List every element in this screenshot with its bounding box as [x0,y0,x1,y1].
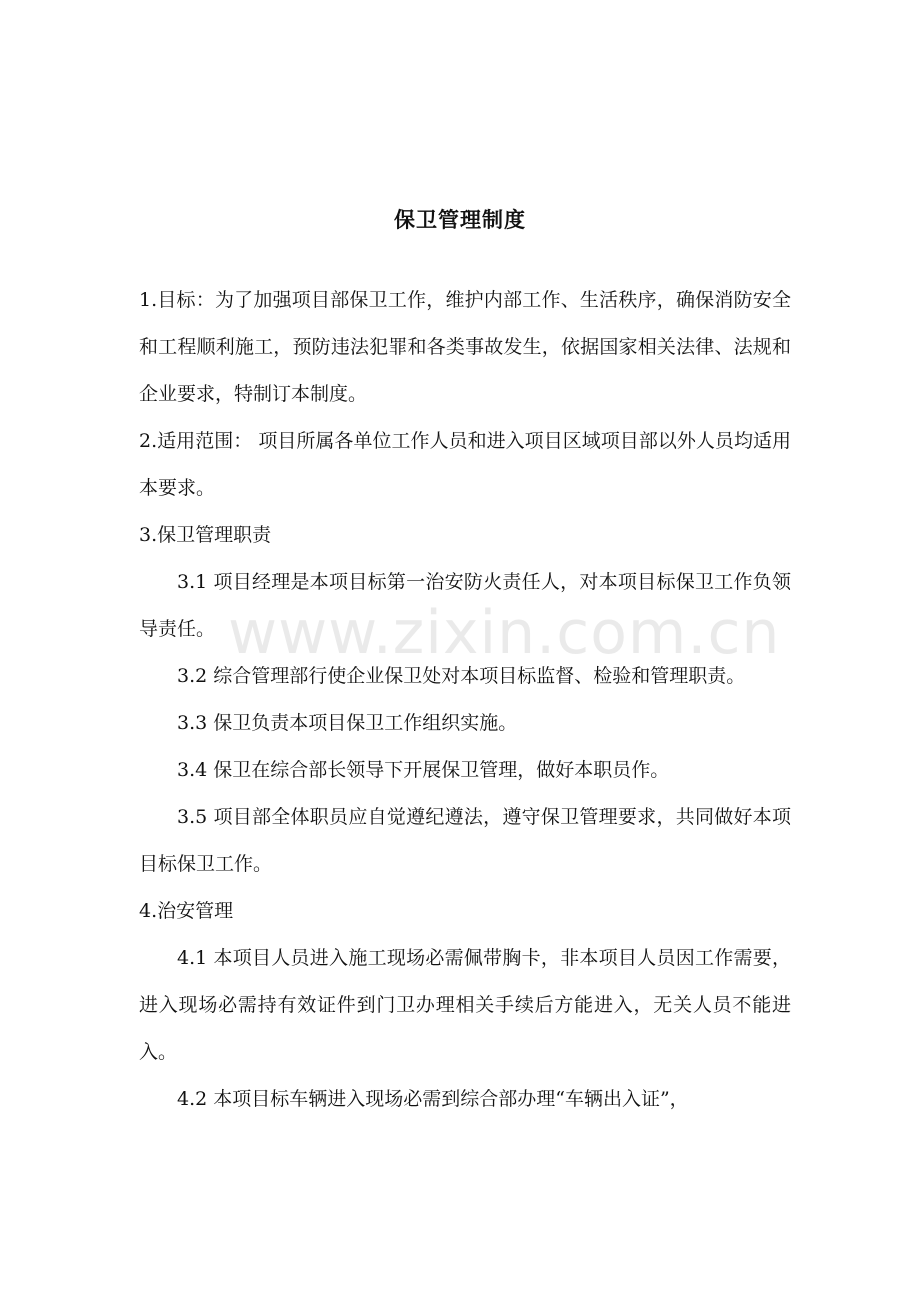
paragraph-objective: 1.目标：为了加强项目部保卫工作，维护内部工作、生活秩序，确保消防安全和工程顺利施工，预防违法犯罪和各类事故发生，依据国家相关法律、法规和企业要求，特制订本制度。 [139,289,791,405]
paragraph-3-2: 3.2 综合管理部行使企业保卫处对本项目标监督、检验和管理职责。 [177,665,746,687]
document-title: 保卫管理制度 [394,208,526,232]
paragraph-4-2: 4.2 本项目标车辆进入现场必需到综合部办理“车辆出入证”， [177,1088,689,1110]
section-heading-security: 4.治安管理 [139,900,234,922]
paragraph-scope: 2.适用范围： 项目所属各单位工作人员和进入项目区域项目部以外人员均适用本要求。 [139,430,791,499]
document-body [139,277,791,1123]
paragraph-4-1: 4.1 本项目人员进入施工现场必需佩带胸卡，非本项目人员因工作需要，进入现场必需持有效证件到门卫办理相关手续后方能进入，无关人员不能进入。 [139,947,791,1063]
section-heading-duties: 3.保卫管理职责 [139,524,272,546]
paragraph-3-3: 3.3 保卫负责本项目保卫工作组织实施。 [177,712,518,734]
paragraph-3-5: 3.5 项目部全体职员应自觉遵纪遵法，遵守保卫管理要求，共同做好本项目标保卫工作。 [139,806,791,875]
paragraph-3-4: 3.4 保卫在综合部长领导下开展保卫管理，做好本职员作。 [177,759,670,781]
paragraph-3-1: 3.1 项目经理是本项目标第一治安防火责任人，对本项目标保卫工作负领导责任。 [139,571,791,640]
watermark: www.zixin.com.cn [228,598,781,668]
